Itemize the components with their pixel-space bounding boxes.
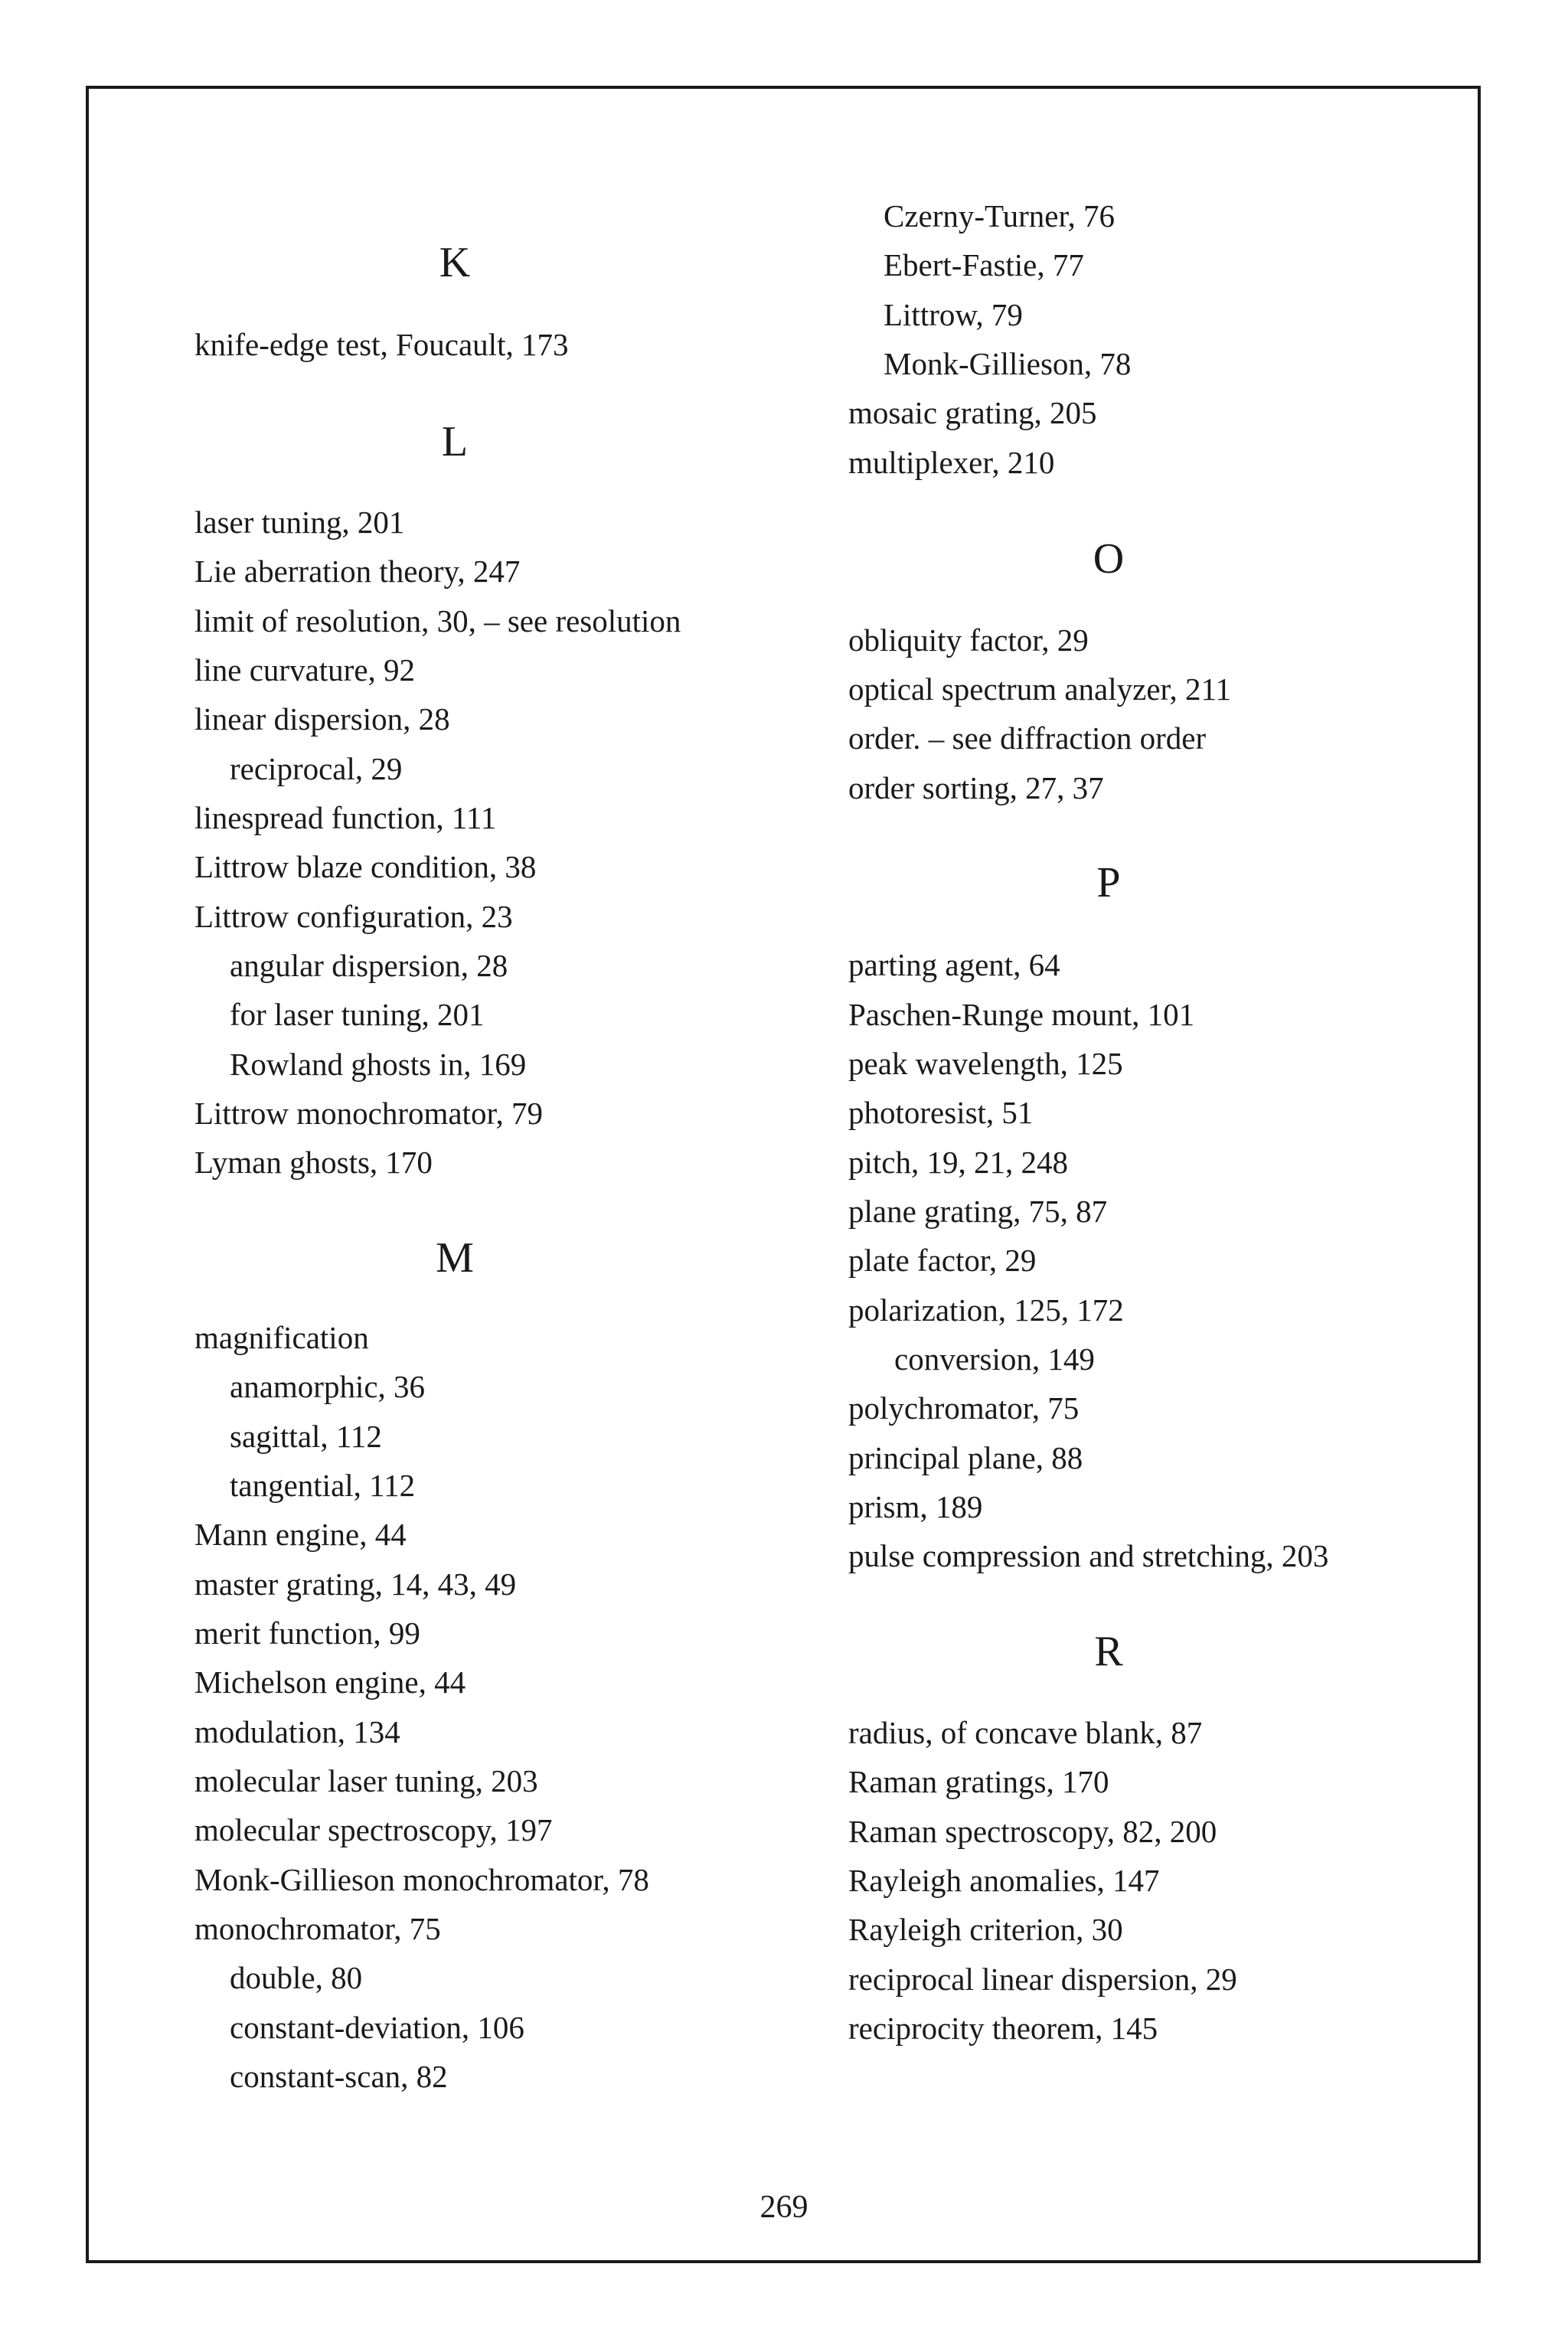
index-entry: merit function, 99 xyxy=(194,1615,420,1651)
index-entry: radius, of concave blank, 87 xyxy=(848,1715,1203,1750)
index-entry: modulation, 134 xyxy=(194,1714,400,1749)
index-entry: linespread function, 111 xyxy=(194,800,497,835)
index-entry: molecular spectroscopy, 197 xyxy=(194,1812,553,1847)
index-subentry: anamorphic, 36 xyxy=(230,1369,426,1404)
index-entry: Rayleigh anomalies, 147 xyxy=(848,1863,1160,1898)
index-entry: principal plane, 88 xyxy=(848,1440,1083,1475)
section-heading-p: P xyxy=(1096,859,1121,906)
index-subentry: tangential, 112 xyxy=(230,1468,416,1503)
index-entry: linear dispersion, 28 xyxy=(194,701,450,737)
index-entry: reciprocity theorem, 145 xyxy=(848,2011,1158,2046)
index-entry: magnification xyxy=(194,1320,369,1355)
index-entry: plate factor, 29 xyxy=(848,1243,1037,1278)
index-entry: Littrow configuration, 23 xyxy=(194,899,513,934)
index-entry: Lyman ghosts, 170 xyxy=(194,1145,433,1180)
index-entry: mosaic grating, 205 xyxy=(848,395,1097,430)
index-entry: optical spectrum analyzer, 211 xyxy=(848,671,1232,707)
index-entry: parting agent, 64 xyxy=(848,947,1060,982)
index-entry: Rayleigh criterion, 30 xyxy=(848,1912,1123,1947)
index-entry: limit of resolution, 30, – see resolution xyxy=(194,603,681,639)
index-subentry: angular dispersion, 28 xyxy=(230,948,508,983)
index-subentry: Littrow, 79 xyxy=(884,297,1023,332)
index-entry: pulse compression and stretching, 203 xyxy=(848,1538,1329,1573)
index-subentry: reciprocal, 29 xyxy=(230,751,403,786)
index-entry: molecular laser tuning, 203 xyxy=(194,1763,538,1798)
index-entry: Raman spectroscopy, 82, 200 xyxy=(848,1814,1217,1849)
index-entry: multiplexer, 210 xyxy=(848,445,1055,480)
index-entry: order. – see diffraction order xyxy=(848,720,1207,756)
index-subentry: conversion, 149 xyxy=(894,1341,1095,1377)
index-entry: knife-edge test, Foucault, 173 xyxy=(194,327,569,362)
index-entry: pitch, 19, 21, 248 xyxy=(848,1145,1068,1180)
section-heading-k: K xyxy=(439,239,471,286)
index-entry: Lie aberration theory, 247 xyxy=(194,554,521,589)
index-entry: photoresist, 51 xyxy=(848,1095,1034,1130)
index-subentry: Czerny-Turner, 76 xyxy=(884,198,1116,234)
index-entry: Littrow monochromator, 79 xyxy=(194,1096,543,1131)
index-subentry: Ebert-Fastie, 77 xyxy=(884,247,1084,283)
index-entry: Littrow blaze condition, 38 xyxy=(194,849,537,884)
index-subentry: sagittal, 112 xyxy=(230,1419,382,1454)
index-subentry: constant-scan, 82 xyxy=(230,2059,448,2094)
index-entry: obliquity factor, 29 xyxy=(848,622,1089,658)
index-entry: prism, 189 xyxy=(848,1489,983,1524)
index-subentry: constant-deviation, 106 xyxy=(230,2010,524,2045)
section-heading-m: M xyxy=(436,1234,474,1282)
index-entry: polarization, 125, 172 xyxy=(848,1292,1124,1328)
index-subentry: double, 80 xyxy=(230,1960,363,1995)
index-subentry: Rowland ghosts in, 169 xyxy=(230,1047,527,1082)
index-entry: monochromator, 75 xyxy=(194,1911,441,1946)
index-subentry: Monk-Gillieson, 78 xyxy=(884,346,1132,381)
index-entry: order sorting, 27, 37 xyxy=(848,770,1104,805)
index-entry: laser tuning, 201 xyxy=(194,505,405,540)
index-entry: plane grating, 75, 87 xyxy=(848,1194,1108,1229)
index-entry: Monk-Gillieson monochromator, 78 xyxy=(194,1862,649,1897)
section-heading-r: R xyxy=(1094,1628,1123,1675)
index-entry: Mann engine, 44 xyxy=(194,1517,407,1552)
page-number: 269 xyxy=(760,2190,808,2225)
index-entry: peak wavelength, 125 xyxy=(848,1046,1123,1081)
index-subentry: for laser tuning, 201 xyxy=(230,997,485,1032)
index-entry: Michelson engine, 44 xyxy=(194,1664,466,1700)
index-entry: Paschen-Runge mount, 101 xyxy=(848,997,1195,1032)
index-entry: master grating, 14, 43, 49 xyxy=(194,1566,517,1602)
section-heading-o: O xyxy=(1093,535,1125,583)
index-entry: reciprocal linear dispersion, 29 xyxy=(848,1962,1237,1997)
index-entry: Raman gratings, 170 xyxy=(848,1764,1109,1799)
index-entry: polychromator, 75 xyxy=(848,1390,1080,1426)
index-entry: line curvature, 92 xyxy=(194,652,416,688)
section-heading-l: L xyxy=(441,418,469,466)
